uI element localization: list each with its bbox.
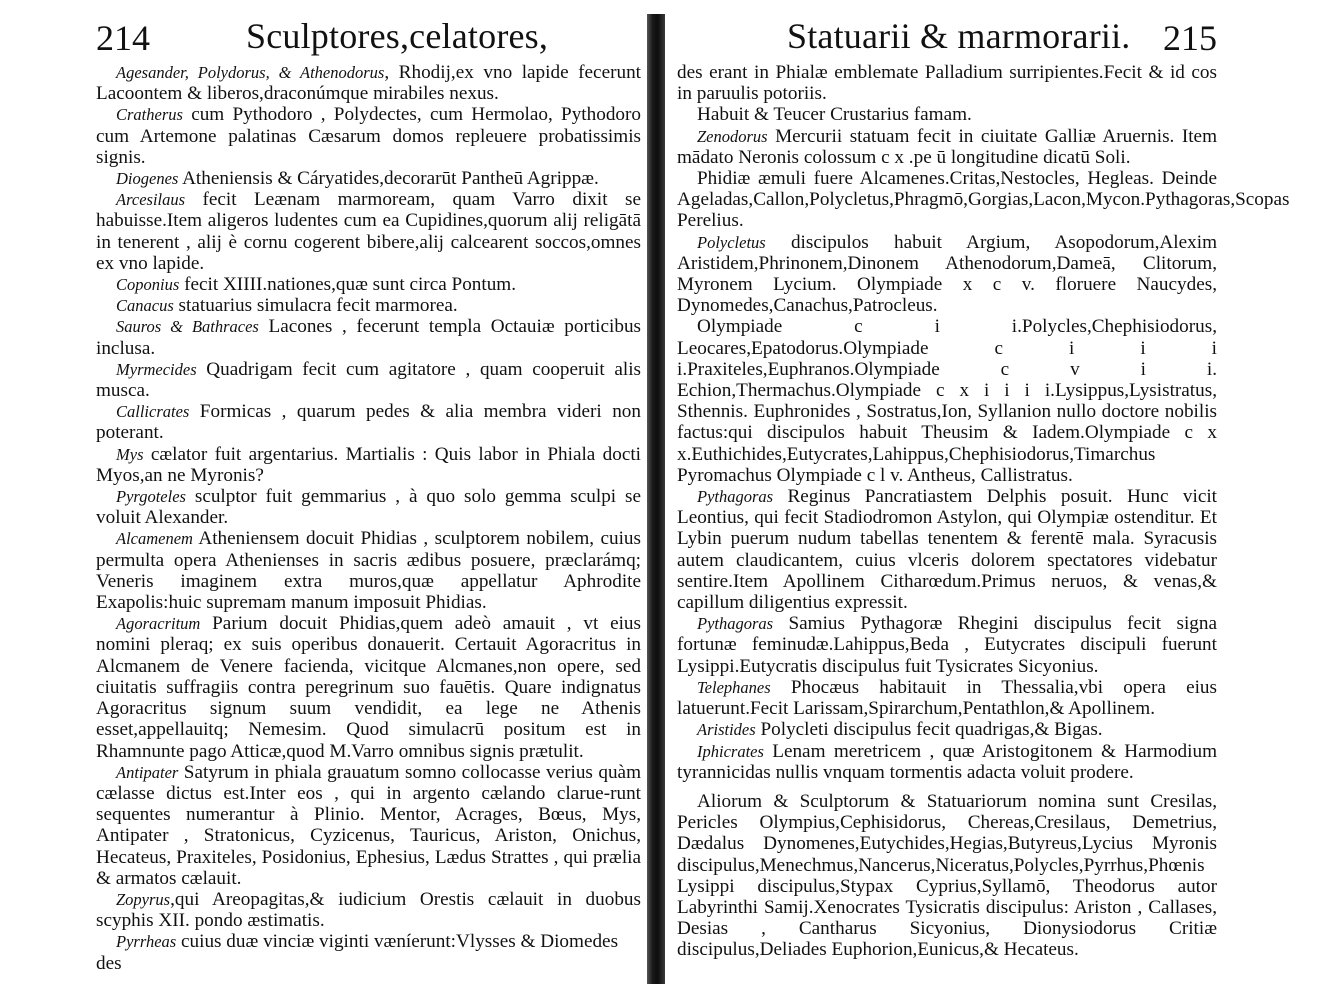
paragraph-text: Samius Pythagoræ Rhegini discipulus fecit signa fortunæ feminudæ.Lahippus,Beda , Eutycrates discipuli fuerunt Lysippi.Eutycratis discipulus fuit Tysicrates Sicyonius. — [677, 613, 1217, 677]
paragraph-text: fecit Leænam marmoream, quam Varro dixit se habuisse.Item aligeros ludentes cum ea Cupidines,quorum alij religātā in tenerent , alij è cornu cogerent bibere,alij calcearent soccos,omnes ex vno lapide. — [96, 189, 641, 274]
artist-name: Aristides — [697, 720, 756, 740]
paragraph — [677, 486, 1217, 613]
paragraph-text: cum Pythodoro , Polydectes, cum Hermolao, Pythodoro cum Artemone palatinas Cæsarum domos repleuere probatissimis signis. — [96, 104, 641, 168]
paragraph — [96, 931, 641, 952]
paragraph — [677, 104, 1217, 125]
paragraph-text: discipulos habuit Argium, Asopodorum,Alexim Aristidem,Phrinonem,Dinonem Athenodorum,Dameā, Clitorum, Myronem Lycium. Olympiade x c v. floruere Naucydes, Dynomedes,Canachus,Patrocleus. — [677, 231, 1217, 317]
paragraph — [96, 401, 641, 443]
left-running-title: Sculptores,celatores, — [246, 16, 549, 56]
artist-name: Zopyrus — [116, 889, 171, 909]
artist-name: Pythagoras — [697, 487, 774, 507]
left-page-header — [96, 14, 641, 62]
paragraph — [96, 62, 641, 104]
artist-name: Telephanes — [697, 677, 771, 697]
paragraph — [96, 168, 641, 189]
right-page-number: 215 — [1163, 18, 1217, 58]
paragraph-text: Atheniensem docuit Phidias , sculptorem nobilem, cuius permulta opera Athenienses in sacris ædibus posuere, præclarámq; Veneris imaginem extra muros,quæ appellatur Aphrodite Exapolis:huic supremam manum imposuit Phidias. — [96, 528, 641, 614]
paragraph-text: Phocæus habitauit in Thessalia,vbi opera eius latuerunt.Fecit Larissam,Spirarchum,Pentathlon,& Apollinem. — [677, 676, 1217, 720]
left-page-number: 214 — [96, 18, 150, 58]
artist-name: Arcesilaus — [116, 190, 186, 210]
artist-name: Polycletus — [697, 232, 766, 252]
paragraph-text: Satyrum in phiala grauatum somno collocasse verius quàm cælasse dictus est.Inter eos , qui in argento cælando clarue-runt sequentes numerantur à Plinio. Mentor, Acrages, Bœus, Mys, Antipater , Stratonicus, Cyzicenus, Tauricus, Ariston, Onichus, Hecateus, Praxiteles, Posidonius, Ephesius, Lædus Strattes , qui prælia & armatos cælauit. — [96, 761, 641, 889]
paragraph-text: Lacones , fecerunt templa Octauiæ porticibus inclusa. — [96, 316, 642, 359]
paragraph-text: Atheniensis & Cáryatides,decorarūt Pantheū Agrippæ. — [178, 168, 599, 190]
artist-name: Sauros & Bathraces — [116, 317, 259, 337]
paragraph-text: Mercurii statuam fecit in ciuitate Galliæ Aruernis. Item mādato Neronis colossum c x .pe ū longitudine dicatū Soli. — [677, 125, 1217, 168]
paragraph-text: Habuit & Teucer Crustarius famam. — [697, 104, 972, 126]
paragraph — [677, 316, 1217, 486]
paragraph — [96, 486, 641, 528]
artist-name: Zenodorus — [697, 126, 768, 146]
paragraph — [96, 104, 641, 168]
paragraph-text: fecit XIIII.nationes,quæ sunt circa Pontum. — [179, 274, 517, 296]
artist-name: Alcamenem — [116, 529, 193, 549]
artist-name: Canacus — [116, 296, 174, 316]
paragraph — [677, 126, 1217, 168]
paragraph-text: sculptor fuit gemmarius , à quo solo gemma sculpi se voluit Alexander. — [96, 486, 641, 529]
left-page — [0, 0, 655, 1000]
book-gutter — [647, 14, 665, 984]
paragraph-text: Phidiæ æmuli fuere Alcamenes.Critas,Nestocles, Hegleas. Deinde Ageladas,Callon,Polycletus,Phragmō,Gorgias,Lacon,Mycon.Pythagoras,Scopas Perelius. — [677, 168, 1290, 232]
paragraph-text: ,qui Areopagitas,& iudicium Orestis cælauit in duobus scyphis XII. pondo æstimatis. — [96, 888, 641, 932]
paragraph-text: Formicas , quarum pedes & alia membra videri non poterant. — [96, 401, 641, 444]
paragraph — [677, 791, 1217, 961]
right-page-header — [677, 14, 1217, 62]
paragraph — [96, 316, 641, 358]
artist-name: Pyrgoteles — [116, 487, 186, 507]
artist-name: Antipater — [116, 762, 179, 782]
right-page-body — [677, 62, 1290, 961]
artist-name: Iphicrates — [697, 741, 764, 761]
paragraph — [96, 613, 641, 761]
paragraph-text: cuius duæ vinciæ viginti væníerunt:Vlysses & Diomedes — [176, 931, 619, 953]
artist-name: Mys — [116, 444, 144, 464]
paragraph-text: statuarius simulacra fecit marmorea. — [173, 295, 458, 317]
paragraph — [677, 232, 1217, 317]
artist-name: Callicrates — [116, 402, 190, 422]
artist-name: Diogenes — [116, 169, 179, 189]
artist-name: Pythagoras — [697, 614, 774, 634]
artist-name: Agesander, Polydorus, & Athenodorus — [116, 63, 385, 82]
right-page — [669, 0, 1327, 1000]
artist-name: Myrmecides — [116, 359, 197, 379]
right-running-title: Statuarii & marmorarii. — [787, 16, 1131, 56]
paragraph-text: des erant in Phialæ emblemate Palladium surripientes.Fecit & id cos in paruulis potoriis. — [677, 62, 1217, 105]
paragraph — [96, 528, 641, 613]
paragraph — [677, 677, 1217, 719]
paragraph-text: Lenam meretricem , quæ Aristogitonem & Harmodium tyrannicidas nullis vnquam tormentis adacta voluit prodere. — [677, 740, 1217, 783]
paragraph — [96, 295, 641, 316]
paragraph-text: Aliorum & Sculptorum & Statuariorum nomina sunt Cresilas, Pericles Olympius,Cephisidorus, Chereas,Cresilaus, Demetrius, Dædalus Dynomenes,Eutychides,Hegias,Butyreus,Lycius Myronis discipulus,Menechmus,Nancerus,Niceratus,Polycles,Pyrrhus,Phœnis Lysippi discipulus,Stypax Cyprius,Syllamō, Theodorus autor Labyrinthi Samij.Xenocrates Tysicratis discipulus: Ariston , Callases, Desias , Cantharus Sicyonius, Dionysiodorus Critiæ discipulus,Deliades Euphorion,Eunicus,& Hecateus. — [677, 790, 1217, 961]
paragraph-text: cælator fuit argentarius. Martialis : Quis labor in Phiala docti Myos,an ne Myronis? — [96, 443, 641, 486]
paragraph-text: , Rhodij,ex vno lapide fecerunt Lacoontem & liberos,draconúmque mirabiles nexus. — [96, 62, 641, 105]
paragraph-text: Olympiade c i i.Polycles,Chephisiodorus, Leocares,Epatodorus.Olympiade c i i i i.Praxiteles,Euphranos.Olympiade c v i i. Echion,Thermachus.Olympiade c x i i i i.Lysippus,Lysistratus, Sthennis. Euphronides , Sostratus,Ion, Syllanion nullo doctore nobilis factus:qui discipulos habuit Theusim & Iadem.Olympiade c x x.Euthichides,Eutycrates,Lahippus,Chephisiodorus,Timarchus Pyromachus Olympiade c l v. Antheus, Callistratus. — [677, 316, 1217, 486]
paragraph — [677, 62, 1217, 104]
artist-name: Agoracritum — [116, 614, 201, 634]
artist-name: Pyrrheas — [116, 932, 177, 952]
paragraph — [677, 741, 1217, 783]
artist-name: Cratherus — [116, 105, 183, 125]
paragraph — [96, 444, 641, 486]
catchword: des — [96, 952, 122, 974]
paragraph-text: Reginus Pancratiastem Delphis posuit. Hunc vicit Leontius, qui fecit Stadiodromon Astylon, qui Olympiæ ostenditur. Et Lybin puerum nudum tabellas tenentem & ferentē mala. Syracusis autem claudicantem, cuius vlceris dolorem spectatores videbatur sentire.Item Apollinem Citharœdum.Primus neruos, & venas,& capillum diligentius expressit. — [677, 486, 1217, 614]
paragraph-text: Polycleti discipulus fecit quadrigas,& Bigas. — [755, 719, 1103, 741]
paragraph-text: Quadrigam fecit cum agitatore , quam cooperuit alis musca. — [96, 358, 641, 402]
paragraph — [96, 274, 641, 295]
paragraph — [677, 719, 1217, 740]
paragraph — [96, 889, 641, 931]
paragraph — [96, 189, 641, 274]
left-page-body — [96, 62, 641, 974]
paragraph — [96, 762, 641, 889]
artist-name: Coponius — [116, 275, 180, 295]
paragraph — [677, 613, 1217, 677]
paragraph — [677, 168, 1290, 232]
paragraph-text: Parium docuit Phidias,quem adeò amauit , vt eius nomini pleraq; ex suis operibus donauerit. Certauit Agoracritus in Alcmanem de Venere facienda, vicitque Alcmanes,non opere, sed ciuitatis suffragiis contra peregrinum suo fauētis. Quare indignatus Agoracritus signum suum vendidit, ea lege ne Athenis esset,appellauitq; Nemesim. Quod simulacrū positum est in Rhamnunte pago Atticæ,quod M.Varro omnibus signis prætulit. — [96, 613, 641, 762]
paragraph — [96, 359, 641, 401]
